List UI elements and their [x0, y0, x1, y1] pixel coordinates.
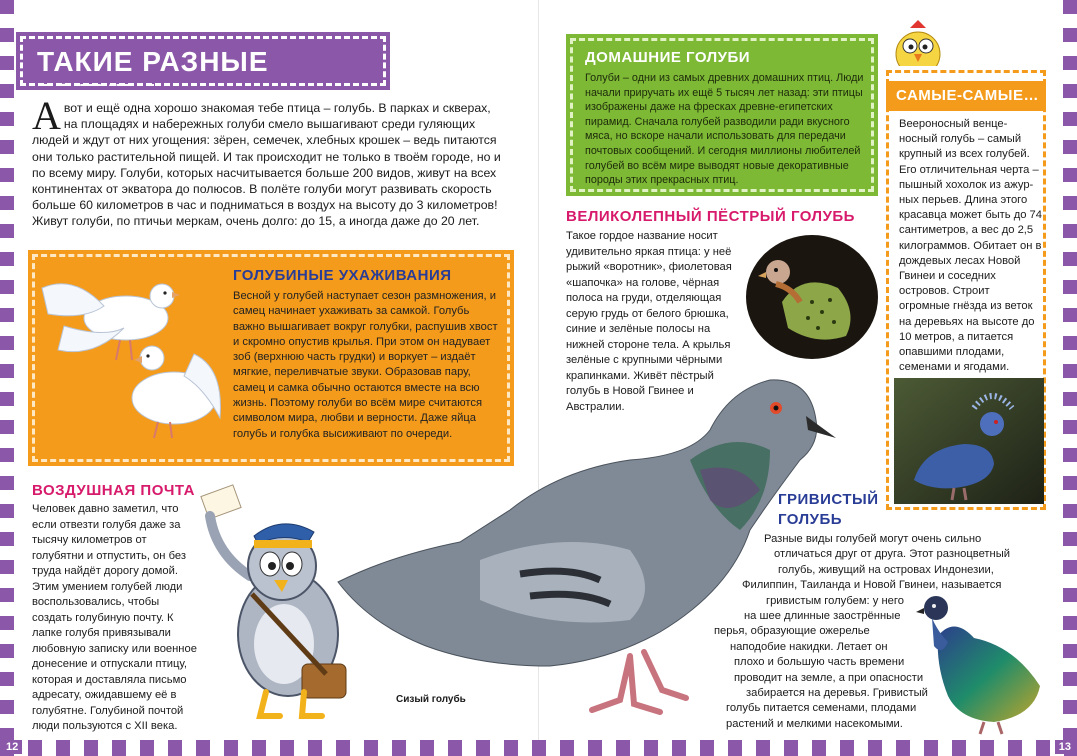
superlative-text: Веероносный венце-носный голубь – самый крупный из всех голубей. Его отличительная черта – пышный хохолок из ажур-ных перьев. Длина этого красавца может быть до 74 сантиметров, а вес до 2,5 килограммов. Обитает он в дождевых лесах Новой Гвинеи и соседних островов. Строит огромные гнёзда из веток на деревьях на высоте до 10 метров, а питается опавшими плодами, семенами и ягодами. — [899, 118, 1043, 374]
spotted-dove-title: ВЕЛИКОЛЕПНЫЙ ПЁСТРЫЙ ГОЛУБЬ — [566, 208, 855, 225]
maned-pigeon-title — [778, 490, 879, 530]
spotted-dove-photo — [742, 232, 882, 362]
maned-text-line: голубь, живущий на островах Индонезии, — [778, 563, 994, 576]
spotted-dove-text: Такое гордое название носит удивительно яркая птица: у неё рыжий «воротник», фиолетовая «шапочка» на голове, чёрная полоса на груди, отделяющая серую грудь от белого брюшка, синие и зелёные полосы на нижней стороне тела. А крылья зелёные с крупными чёрными крапинками. Живёт пёстрый голубь в Новой Гвинее и Австралии. — [566, 230, 732, 413]
superlative-title: САМЫЕ-САМЫЕ… — [886, 81, 1046, 111]
maned-text-line: проводит на земле, а при опасности — [734, 671, 924, 684]
intro-paragraph — [32, 93, 502, 230]
white-dove-bottom — [132, 346, 220, 438]
maned-text-line: забирается на деревья. Гривистый — [746, 687, 928, 700]
courtship-text: Весной у голубей наступает сезон размножения, и самец начинает ухаживать за самкой. Голубь важно вышагивает вокруг голубки, распушив хвост и скромно опустив крылья. При этом он надувает зоб (верхнюю часть грудки) и воркует – издаёт мягкие, переливчатые звуки. Образовав пару, самец и самка обычно остаются вместе на всю жизнь. Поэтому голуби во всём мире считаются символом мира, любви и верности. Даже яйца голубь и голубка высиживают по очереди. — [233, 290, 498, 440]
maned-text-line: гривистым голубем: у него — [766, 594, 904, 607]
intro-dropcap: А — [32, 93, 61, 138]
airmail-title: ВОЗДУШНАЯ ПОЧТА — [32, 482, 195, 499]
maned-text-line: плохо и большую часть времени — [734, 656, 905, 669]
left-stripe-border — [0, 0, 14, 756]
domestic-title: ДОМАШНИЕ ГОЛУБИ — [585, 49, 751, 66]
maned-text-line: растений и мелкими насекомыми. — [726, 717, 903, 730]
courtship-title: ГОЛУБИНЫЕ УХАЖИВАНИЯ — [233, 267, 452, 284]
maned-text-line: перья, образующие ожерелье — [714, 625, 870, 638]
maned-title-line-1: ГРИВИСТЫЙ — [778, 491, 879, 508]
nicobar-pigeon-photo — [914, 586, 1054, 736]
bottom-stripe-border — [0, 740, 1077, 756]
maned-text-line: отличаться друг от друга. Этот разноцветный — [774, 548, 1011, 561]
maned-title-line-2: ГОЛУБЬ — [778, 511, 843, 528]
maned-text-line: Филиппин, Таиланда и Новой Гвинеи, называется — [742, 579, 1002, 592]
page-title: ТАКИЕ РАЗНЫЕ ГОЛУБИ — [20, 36, 386, 86]
rock-pigeon-caption: Сизый голубь — [396, 694, 466, 705]
domestic-box — [570, 38, 874, 192]
white-doves-illustration — [34, 268, 224, 448]
intro-text: вот и ещё одна хорошо знакомая тебе птица – голубь. В парках и скверах, на площадях и набережных голуби смело вышагивают среди гуляющих людей и ждут от них угощения: зёрен, семечек, хлебных крошек – ведь питаются они только растительной пищей. И так происходит не только в твоём городе, но и по всему миру. Голуби, которых насчитывается больше 200 видов, живут на всех континентах от экватора до полюсов. В полёте голуби могут развивать скорость больше 60 километров в час и подниматься в воздух на высоту до 3 километров! Живут голуби, по птичьи меркам, очень долго: до 15, а иногда даже до 20 лет. — [32, 101, 501, 229]
page-number-left: 12 — [2, 740, 22, 754]
maned-text-line: на шее длинные заострённые — [744, 610, 901, 623]
right-stripe-border — [1063, 0, 1077, 756]
domestic-text: Голуби – одни из самых древних домашних птиц. Люди начали приручать их ещё 5 тысяч лет назад: эти птицы изображены даже на фресках древне-египетских пирамид. Сначала голубей разводили ради вкусного мяса, но вскоре начали использовать для передачи почтовых сообщений. И сегодня миллионы любителей голубей во всём мире выводят новые декоративные породы этих прекрасных птиц. — [585, 72, 864, 187]
airmail-text: Человек давно заметил, что если отвезти голубя даже за тысячу километров от голубятни и отпустить, он без труда найдёт дорогу домой. Этим умением голубей люди воспользовались, чтобы создать голубиную почту. К лапке голубя привязывали любовную записку или военное донесение и отпускали птицу, которая и доставляла письмо адресату, ожидавшему её в голубятне. Голубиной почтой люди пользуются с XII века. — [32, 503, 197, 732]
maned-text-line: наподобие накидки. Летает он — [730, 640, 888, 653]
crowned-pigeon-photo — [894, 378, 1044, 504]
maned-text-line: Разные виды голубей могут очень сильно — [764, 533, 982, 545]
maned-text-line: голубь питается семенами, плодами — [726, 702, 917, 715]
page-number-right: 13 — [1055, 740, 1075, 754]
